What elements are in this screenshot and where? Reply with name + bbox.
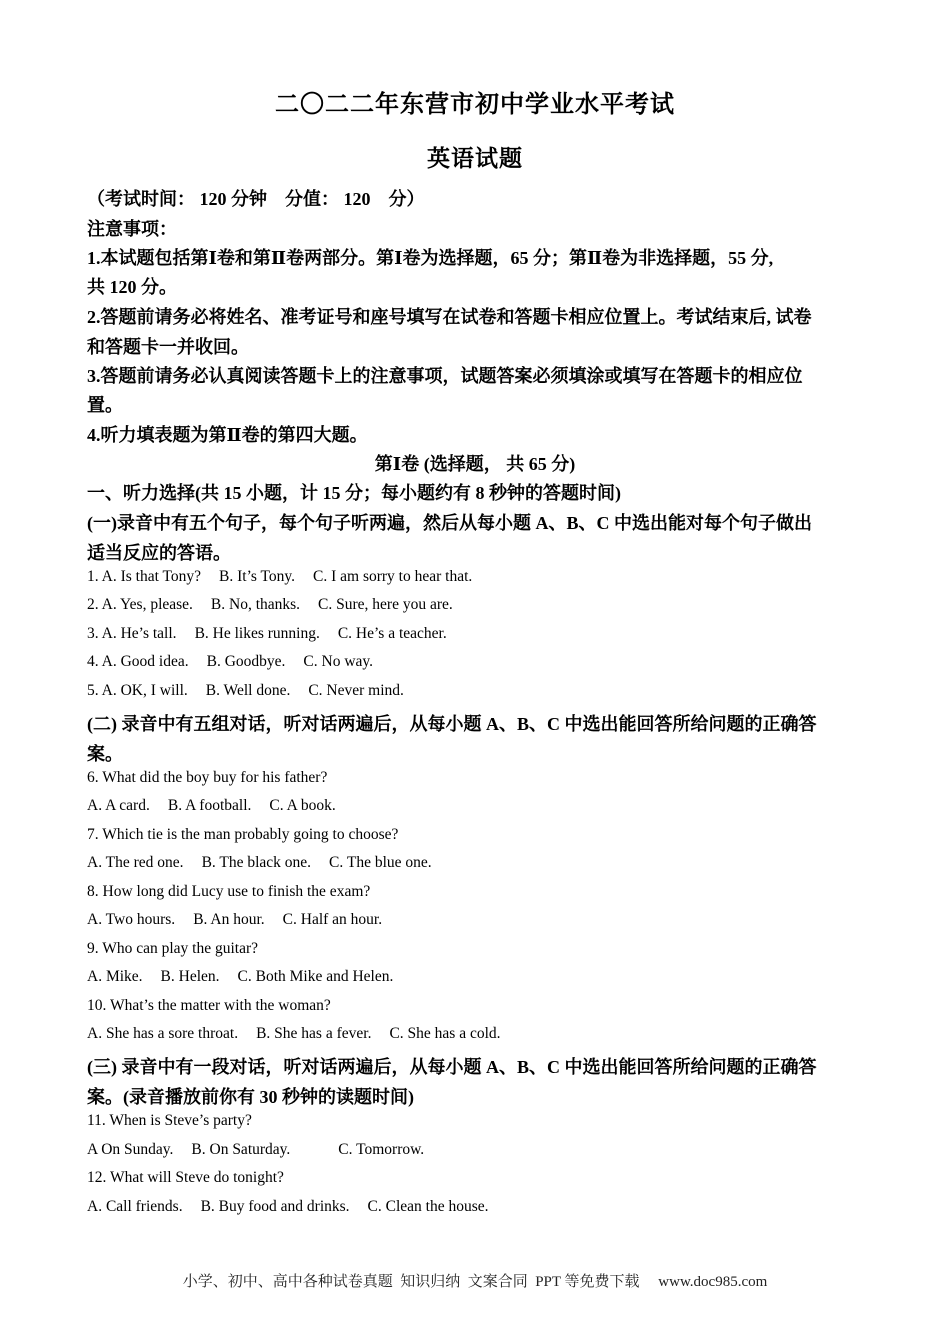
q1-option-a: 1. A. Is that Tony? [87, 568, 202, 585]
q9-option-b: B. Helen. [160, 968, 220, 985]
q8-option-a: A. Two hours. [87, 911, 176, 928]
question-8: 8. How long did Lucy use to finish the exam? [87, 883, 371, 900]
q2-option-a: 2. A. Yes, please. [87, 596, 193, 613]
question-11: 11. When is Steve’s party? [87, 1112, 252, 1129]
question-3 [87, 625, 465, 643]
q6-option-b: B. A football. [167, 797, 252, 814]
q7-option-b: B. The black one. [201, 854, 312, 871]
footer-text: 小学、初中、高中各种试卷真题 知识归纳 文案合同 PPT 等免费下载 www.doc985.com [182, 1274, 768, 1290]
note-2-line-2: 和答题卡一并收回。 [87, 337, 249, 357]
q12-option-b: B. Buy food and drinks. [200, 1198, 350, 1215]
q8-option-c: C. Half an hour. [282, 911, 383, 928]
q8-option-b: B. An hour. [193, 911, 265, 928]
question-1 [87, 568, 490, 586]
q6-option-c: C. A book. [269, 797, 336, 814]
q2-option-c: C. Sure, here you are. [318, 596, 453, 613]
q4-option-b: B. Goodbye. [206, 653, 286, 670]
question-10: 10. What’s the matter with the woman? [87, 997, 331, 1014]
q3-option-c: C. He’s a teacher. [337, 625, 447, 642]
sub3-instr-2: 案。(录音播放前你有 30 秒钟的读题时间) [87, 1087, 414, 1107]
question-12-options [87, 1198, 507, 1216]
question-10-options [87, 1025, 519, 1043]
q5-option-c: C. Never mind. [308, 682, 404, 699]
question-5 [87, 682, 422, 700]
question-4 [87, 653, 391, 671]
exam-title: 二〇二二年东营市初中学业水平考试 [275, 92, 675, 118]
q11-option-b: B. On Saturday. [191, 1141, 291, 1158]
sub3-instr-1: (三) 录音中有一段对话，听对话两遍后，从每小题 A、B、C 中选出能回答所给问题的正确答 [87, 1057, 817, 1077]
exam-subtitle: 英语试题 [427, 146, 523, 171]
question-7-options [87, 854, 450, 872]
q5-option-a: 5. A. OK, I will. [87, 682, 188, 699]
notes-heading: 注意事项： [87, 219, 177, 239]
q4-option-c: C. No way. [303, 653, 374, 670]
q2-option-b: B. No, thanks. [210, 596, 301, 613]
q7-option-c: C. The blue one. [329, 854, 432, 871]
part1-title: 第Ⅰ卷 (选择题， 共 65 分) [374, 454, 576, 474]
sub1-instr-1: (一)录音中有五个句子，每个句子听两遍，然后从每小题 A、B、C 中选出能对每个句子做出 [87, 513, 812, 533]
section1-title: 一、听力选择(共 15 小题，计 15 分；每小题约有 8 秒钟的答题时间) [87, 483, 621, 503]
question-9: 9. Who can play the guitar? [87, 940, 259, 957]
q4-option-a: 4. A. Good idea. [87, 653, 189, 670]
q1-option-c: C. I am sorry to hear that. [313, 568, 473, 585]
sub2-instr-2: 案。 [87, 744, 123, 764]
q9-option-a: A. Mike. [87, 968, 143, 985]
question-9-options [87, 968, 411, 986]
q12-option-a: A. Call friends. [87, 1198, 183, 1215]
question-2 [87, 596, 471, 614]
q11-option-c: C. Tomorrow. [338, 1141, 425, 1158]
note-4: 4.听力填表题为第Ⅱ卷的第四大题。 [87, 425, 368, 445]
q1-option-b: B. It’s Tony. [219, 568, 296, 585]
q10-option-c: C. She has a cold. [389, 1025, 501, 1042]
question-8-options [87, 911, 400, 929]
sub1-instr-2: 适当反应的答语。 [87, 543, 231, 563]
question-6: 6. What did the boy buy for his father? [87, 769, 328, 786]
q3-option-b: B. He likes running. [194, 625, 320, 642]
q7-option-a: A. The red one. [87, 854, 184, 871]
q10-option-b: B. She has a fever. [256, 1025, 372, 1042]
q11-option-a: A On Sunday. [87, 1141, 174, 1158]
question-7: 7. Which tie is the man probably going to choose? [87, 826, 399, 843]
note-2-line-1: 2.答题前请务必将姓名、准考证号和座号填写在试卷和答题卡相应位置上。考试结束后, 试卷 [87, 307, 812, 327]
question-6-options [87, 797, 354, 815]
q12-option-c: C. Clean the house. [367, 1198, 489, 1215]
note-3-line-2: 置。 [87, 395, 123, 415]
sub2-instr-1: (二) 录音中有五组对话，听对话两遍后，从每小题 A、B、C 中选出能回答所给问题的正确答 [87, 714, 817, 734]
q5-option-b: B. Well done. [205, 682, 291, 699]
note-1-line-1: 1.本试题包括第Ⅰ卷和第Ⅱ卷两部分。第Ⅰ卷为选择题，65 分；第Ⅱ卷为非选择题，55 分, [87, 248, 774, 268]
question-11-options [87, 1141, 442, 1159]
q3-option-a: 3. A. He’s tall. [87, 625, 177, 642]
q10-option-a: A. She has a sore throat. [87, 1025, 239, 1042]
q6-option-a: A. A card. [87, 797, 150, 814]
q9-option-c: C. Both Mike and Helen. [237, 968, 394, 985]
exam-info: （考试时间： 120 分钟 分值： 120 分） [87, 189, 425, 209]
note-3-line-1: 3.答题前请务必认真阅读答题卡上的注意事项，试题答案必须填涂或填写在答题卡的相应位 [87, 366, 803, 386]
question-12: 12. What will Steve do tonight? [87, 1169, 284, 1186]
note-1-line-2: 共 120 分。 [87, 277, 177, 297]
